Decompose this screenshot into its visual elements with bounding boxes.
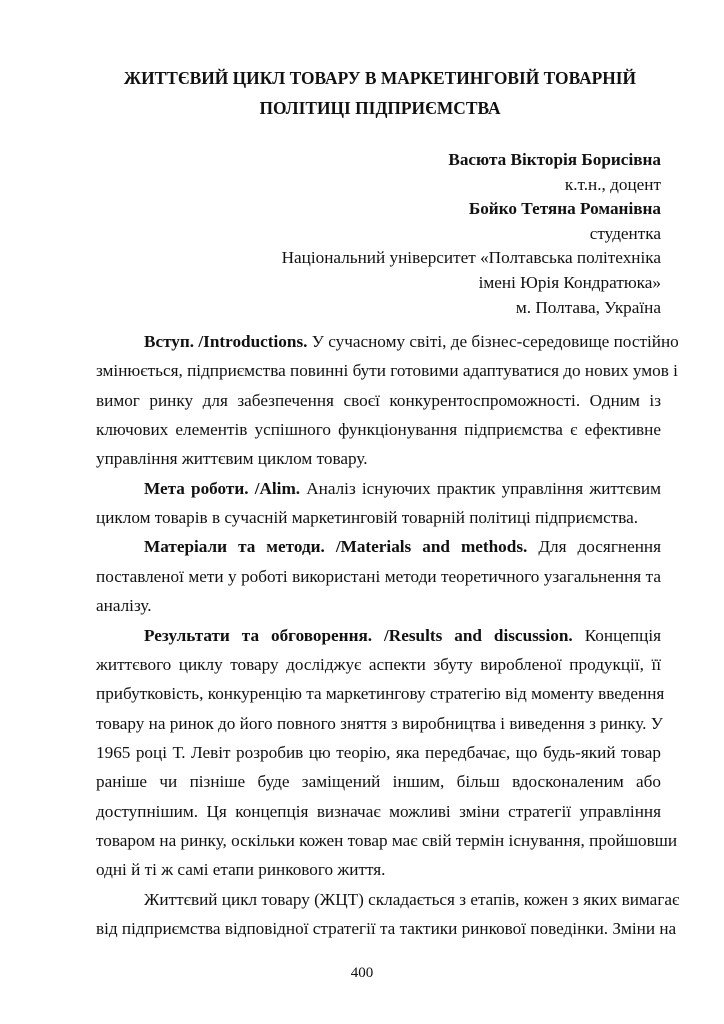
title-line-1: ЖИТТЄВИЙ ЦИКЛ ТОВАРУ В МАРКЕТИНГОВІЙ ТОВАРНІЙ (123, 68, 637, 88)
paragraph-text: У сучасному світі, де бізнес-середовище постійно (307, 332, 679, 351)
author-line: імені Юрія Кондратюка» (478, 273, 661, 292)
author-line: к.т.н., доцент (564, 174, 661, 194)
paragraph-text: товару на ринок до його повного зняття з виробництва і виведення з ринку. У (96, 713, 663, 733)
paragraph-text: поставленої мети у роботі використані методи теоретичного узагальнення та (96, 566, 661, 586)
author-line: м. Полтава, Україна (515, 297, 661, 317)
paragraph-line (96, 860, 661, 880)
paragraph-text: від підприємства відповідної стратегії та тактики ринкової поведінки. Зміни на (96, 919, 677, 938)
paragraph-line (96, 772, 661, 792)
paragraph-text: 1965 році Т. Левіт розробив цю теорію, яка передбачає, що будь-який товар (96, 742, 661, 762)
author-line: Васюта Вікторія Борисівна (448, 150, 661, 169)
paragraph-text: вимог ринку для забезпечення своєї конкурентоспроможності. Одним із (96, 390, 661, 410)
author-line: Національний університет «Полтавська політехніка (281, 248, 661, 268)
paragraph-text: доступнішим. Ця концепція визначає можливі зміни стратегії управління (96, 801, 661, 821)
paragraph-text: аналізу. (96, 596, 152, 616)
paragraph-line (96, 508, 661, 528)
paragraph-line (96, 420, 661, 440)
paragraph-line (96, 655, 661, 675)
paragraph-line (96, 919, 677, 939)
paragraph-text: Концепція (572, 625, 661, 645)
paragraph-line (96, 361, 678, 381)
section-heading: Матеріали та методи. /Materials and methods. (144, 537, 528, 557)
paragraph-line (96, 567, 661, 587)
paragraph-line (96, 596, 661, 616)
paragraph-line (96, 391, 661, 411)
paragraph-text: прибутковість, конкуренцію та маркетингову стратегію від моменту введення (96, 684, 665, 704)
paragraph-text: Для досягнення (527, 537, 662, 557)
paragraph-line (144, 626, 661, 646)
paragraph-text: Аналіз існуючих практик управління життєвим (300, 478, 661, 498)
title-line-2: ПОЛІТИЦІ ПІДПРИЄМСТВА (259, 98, 501, 118)
paragraph-line (96, 684, 665, 704)
paragraph-line (96, 802, 661, 822)
paragraph-text: товаром на ринку, оскільки кожен товар має свій термін існування, пройшовши (96, 830, 678, 850)
page-number: 400 (350, 965, 374, 981)
paragraph-text: Життєвий цикл товару (ЖЦТ) складається з етапів, кожен з яких вимагає (144, 889, 680, 909)
paragraph-line (96, 714, 661, 734)
paragraph-text: життєвого циклу товару досліджує аспекти збуту виробленої продукції, її (96, 654, 661, 674)
paragraph-line (144, 889, 680, 910)
author-line: студентка (589, 223, 661, 243)
paragraph-text: змінюється, підприємства повинні бути готовими адаптуватися до нових умов і (96, 361, 678, 381)
author-line: Бойко Тетяна Романівна (468, 199, 661, 219)
paragraph-text: одні й ті ж самі етапи ринкового життя. (96, 860, 386, 880)
paragraph-text: управління життєвим циклом товару. (96, 449, 368, 469)
paragraph-line (96, 449, 661, 469)
paragraph-text: ключових елементів успішного функціонування підприємства є ефективне (96, 420, 661, 440)
section-heading: Мета роботи. /Alim. (144, 478, 301, 498)
paragraph-line (144, 332, 679, 352)
section-heading: Вступ. /Introductions. (144, 332, 308, 351)
paragraph-text: циклом товарів в сучасній маркетинговій товарній політиці підприємства. (96, 508, 639, 528)
paragraph-line (96, 743, 661, 763)
paragraph-line (144, 479, 661, 499)
paragraph-line (144, 537, 661, 557)
paragraph-line (96, 830, 678, 851)
section-heading: Результати та обговорення. /Results and discussion. (144, 625, 573, 645)
paragraph-text: раніше чи пізніше буде заміщений іншим, більш вдосконаленим або (96, 772, 661, 792)
